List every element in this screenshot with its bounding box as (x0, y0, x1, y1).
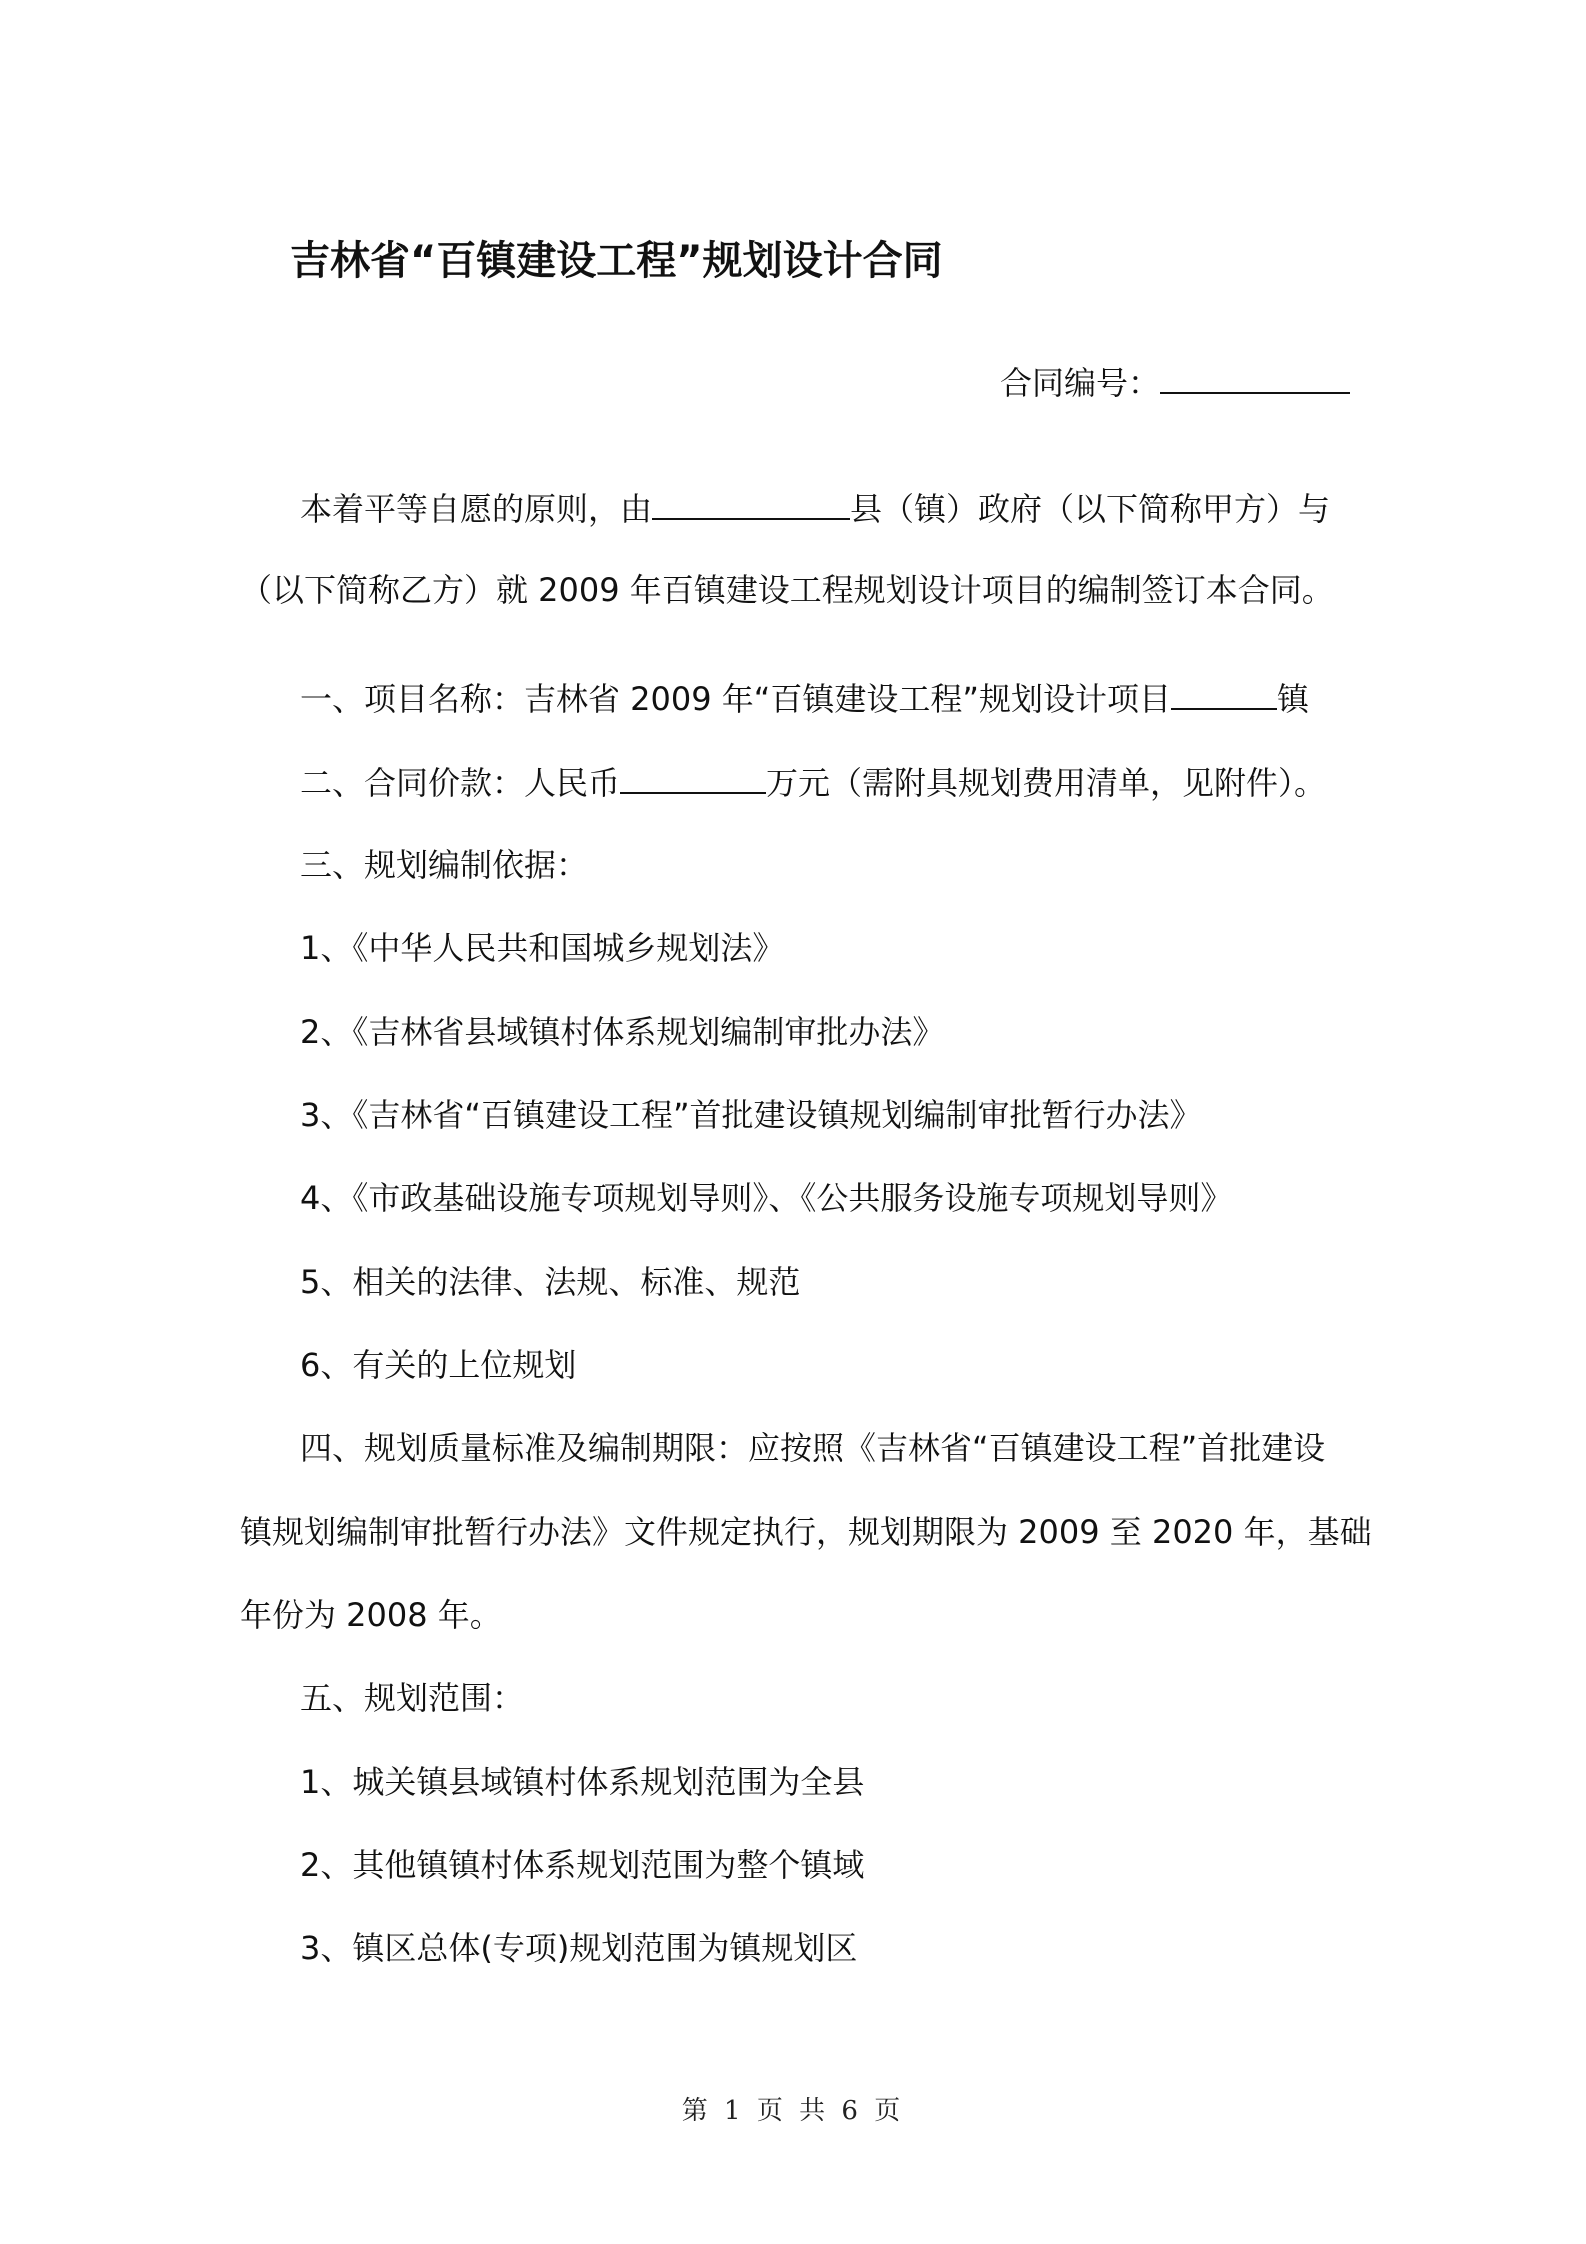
scope-item: 3、镇区总体(专项)规划范围为镇规划区 (300, 1929, 858, 1967)
basis-item: 3、《吉林省“百镇建设工程”首批建设镇规划编制审批暂行办法》 (300, 1096, 1202, 1134)
town-blank (1171, 678, 1277, 710)
contract-number (1000, 362, 1350, 403)
document-title: 吉林省“百镇建设工程”规划设计合同 (290, 238, 943, 284)
basis-item: 4、《市政基础设施专项规划导则》、《公共服务设施专项规划导则》 (300, 1179, 1233, 1217)
basis-item: 2、《吉林省县域镇村体系规划编制审批办法》 (300, 1013, 945, 1051)
contract-number-blank (1160, 362, 1350, 394)
intro-line-1 (300, 488, 1330, 529)
item-2-text: 二、合同价款：人民币 (300, 764, 621, 802)
item-3-heading: 三、规划编制依据： (300, 846, 589, 884)
price-blank (620, 762, 766, 794)
item-2 (300, 762, 1326, 803)
scope-item: 1、城关镇县域镇村体系规划范围为全县 (300, 1763, 865, 1801)
intro-text-b: 县（镇）政府（以下简称甲方）与 (850, 490, 1331, 528)
basis-item: 6、有关的上位规划 (300, 1346, 577, 1384)
item-5-heading: 五、规划范围： (300, 1679, 525, 1717)
contract-number-label: 合同编号： (1000, 364, 1161, 402)
intro-text-a: 本着平等自愿的原则，由 (300, 490, 653, 528)
basis-item: 1、《中华人民共和国城乡规划法》 (300, 929, 785, 967)
item-1 (300, 678, 1309, 719)
intro-line-2: （以下简称乙方）就 2009 年百镇建设工程规划设计项目的编制签订本合同。 (240, 571, 1334, 609)
item-2-suffix: 万元（需附具规划费用清单，见附件）。 (766, 764, 1327, 802)
page-footer: 第 1 页 共 6 页 (681, 2096, 905, 2126)
item-1-text: 一、项目名称：吉林省 2009 年“百镇建设工程”规划设计项目 (300, 680, 1171, 718)
basis-item: 5、相关的法律、法规、标准、规范 (300, 1263, 801, 1301)
item-4-line-2: 镇规划编制审批暂行办法》文件规定执行，规划期限为 2009 至 2020 年，基础 (240, 1513, 1372, 1551)
county-blank (652, 488, 850, 520)
item-1-suffix: 镇 (1276, 680, 1309, 718)
item-4-line-1: 四、规划质量标准及编制期限：应按照《吉林省“百镇建设工程”首批建设 (300, 1429, 1326, 1467)
scope-item: 2、其他镇镇村体系规划范围为整个镇域 (300, 1846, 865, 1884)
item-4-line-3: 年份为 2008 年。 (240, 1596, 502, 1634)
